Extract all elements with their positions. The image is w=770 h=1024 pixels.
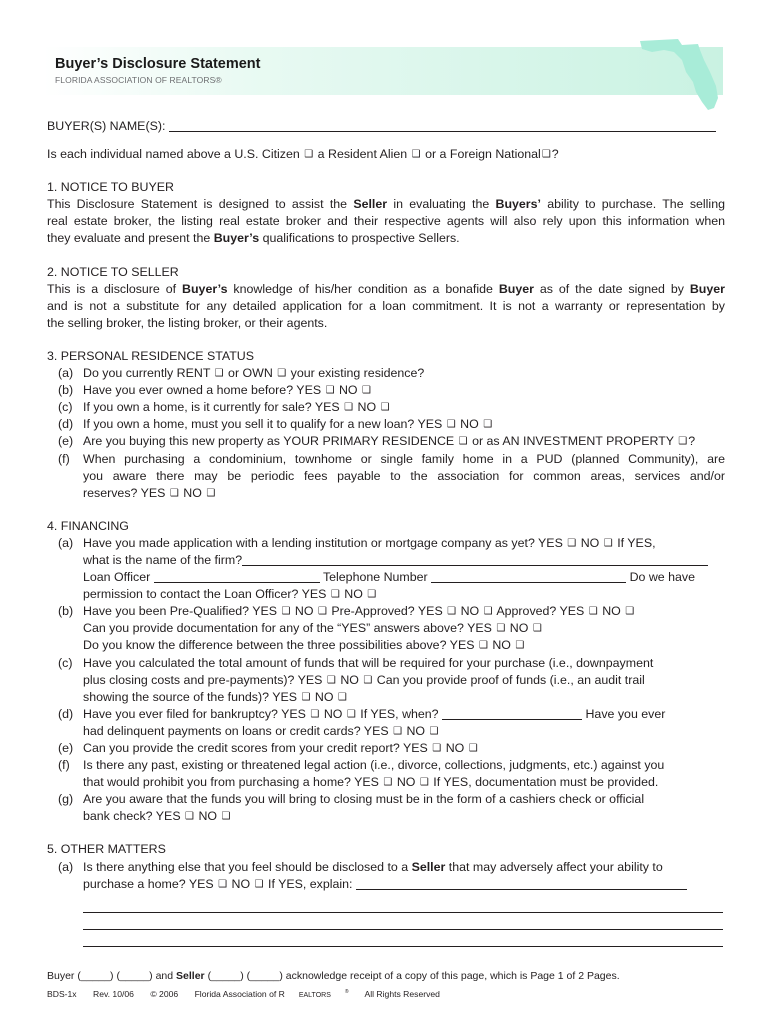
association: Florida Association of R EALTORS ® (194, 989, 349, 999)
q3b: (b) Have you ever owned a home before? YES ❑ NO ❑ (58, 383, 371, 398)
q4g-line-2: bank check? YES ❑ NO ❑ (83, 809, 231, 824)
section-1-line-2: real estate broker, the listing real estate broker and their respective agents will also rely upon this information when (47, 214, 725, 229)
form-title: Buyer’s Disclosure Statement (55, 56, 261, 72)
section-2-line-3: the selling broker, the listing broker, or their agents. (47, 315, 328, 330)
acknowledgement-line: Buyer (_____) (_____) and Seller (_____) (_____) acknowledge receipt of a copy of this page, which is Page 1 of 2 Pages. (47, 970, 620, 982)
q4f-line-2: that would prohibit you from purchasing a home? YES ❑ NO ❑ If YES, documentation must be provided. (83, 775, 659, 790)
q4a: (a) Have you made application with a lending institution or mortgage company as yet? YES ❑ NO ❑ If YES, (58, 535, 656, 550)
section-2-heading: 2. NOTICE TO SELLER (47, 264, 179, 279)
q3d: (d) If you own a home, must you sell it to qualify for a new loan? YES ❑ NO ❑ (58, 417, 493, 432)
q4b-difference: Do you know the difference between the three possibilities above? YES ❑ NO ❑ (83, 638, 525, 653)
loan-officer-field[interactable] (154, 569, 320, 583)
bankruptcy-yes-checkbox[interactable]: ❑ (310, 708, 320, 720)
delinquent-yes-checkbox[interactable]: ❑ (393, 725, 403, 737)
documentation-no-checkbox[interactable]: ❑ (532, 623, 542, 635)
form-id: BDS-1x (47, 989, 77, 999)
legal-yes-checkbox[interactable]: ❑ (383, 777, 393, 789)
q3d-yes-checkbox[interactable]: ❑ (446, 419, 456, 431)
q4d-line-2: had delinquent payments on loans or credit cards? YES ❑ NO ❑ (83, 723, 439, 738)
q4c-line-3: showing the source of the funds)? YES ❑ NO ❑ (83, 689, 347, 704)
approved-no-checkbox[interactable]: ❑ (625, 606, 635, 618)
q3e: (e) Are you buying this new property as YOUR PRIMARY RESIDENCE ❑ or as AN INVESTMENT PROPERTY ❑? (58, 434, 696, 449)
section-5-heading: 5. OTHER MATTERS (47, 842, 166, 857)
buyer-names-row: BUYER(S) NAME(S): (47, 118, 725, 135)
rights: All Rights Reserved (364, 989, 440, 999)
credit-no-checkbox[interactable]: ❑ (468, 743, 478, 754)
proof-yes-checkbox[interactable]: ❑ (301, 691, 311, 703)
section-2-line-2: and is not a substitute for any detailed application for a loan commitment. It is not a warranty or representation by (47, 298, 725, 313)
proof-no-checkbox[interactable]: ❑ (337, 691, 347, 703)
cashiers-yes-checkbox[interactable]: ❑ (185, 811, 195, 823)
difference-no-checkbox[interactable]: ❑ (515, 640, 525, 652)
calculated-no-checkbox[interactable]: ❑ (363, 674, 373, 686)
rent-checkbox[interactable]: ❑ (214, 368, 224, 380)
resident-alien-checkbox[interactable]: ❑ (411, 149, 421, 161)
bankruptcy-date-field[interactable] (442, 706, 582, 720)
explain-line-2[interactable] (83, 913, 723, 930)
documentation-yes-checkbox[interactable]: ❑ (496, 623, 506, 635)
investment-property-checkbox[interactable]: ❑ (678, 436, 688, 448)
explain-field[interactable] (356, 876, 687, 890)
q4d: (d) Have you ever filed for bankruptcy? YES ❑ NO ❑ If YES, when? Have you ever (58, 706, 666, 721)
telephone-field[interactable] (431, 569, 626, 583)
explain-lines (47, 896, 725, 947)
credit-yes-checkbox[interactable]: ❑ (432, 743, 442, 754)
section-2-line-1: This is a disclosure of Buyer’s knowledge of his/her condition as a bonafide Buyer as of the date signed by Buyer (47, 281, 725, 296)
preapproved-yes-checkbox[interactable]: ❑ (447, 606, 457, 618)
difference-yes-checkbox[interactable]: ❑ (478, 640, 488, 652)
permission-yes-checkbox[interactable]: ❑ (330, 589, 340, 601)
calculated-yes-checkbox[interactable]: ❑ (326, 674, 336, 686)
section-1-heading: 1. NOTICE TO BUYER (47, 180, 174, 195)
citizenship-row: Is each individual named above a U.S. Citizen ❑ a Resident Alien ❑ or a Foreign National❑? (47, 147, 559, 162)
q4c: (c) Have you calculated the total amount of funds that will be required for your purchase (i.e., downpayment (58, 655, 654, 670)
section-3-heading: 3. PERSONAL RESIDENCE STATUS (47, 348, 255, 363)
buyer-names-field[interactable] (169, 118, 716, 132)
firm-name-row: what is the name of the firm? (47, 552, 725, 569)
q4g: (g) Are you aware that the funds you will bring to closing must be in the form of a cashiers check or official (58, 792, 645, 807)
q3f: (f) When purchasing a condominium, townhome or single family home in a PUD (planned Community), are you aware there may be periodic fees payable to the association for common areas, services and/or reserves? YES ❑ NO ❑ (58, 451, 725, 500)
q3d-no-checkbox[interactable]: ❑ (483, 419, 493, 431)
delinquent-no-checkbox[interactable]: ❑ (429, 725, 439, 737)
cashiers-no-checkbox[interactable]: ❑ (221, 811, 231, 823)
form-subtitle: FLORIDA ASSOCIATION OF REALTORS® (55, 75, 222, 85)
q3c-no-checkbox[interactable]: ❑ (380, 402, 390, 414)
us-citizen-checkbox[interactable]: ❑ (304, 149, 314, 161)
permission-row: permission to contact the Loan Officer? YES ❑ NO ❑ (83, 587, 377, 602)
approved-yes-checkbox[interactable]: ❑ (588, 606, 598, 618)
legal-no-checkbox[interactable]: ❑ (419, 777, 429, 789)
section-1-line-1: This Disclosure Statement is designed to assist the Seller in evaluating the Buyers’ ability to purchase. The selling (47, 197, 725, 212)
q3b-yes-checkbox[interactable]: ❑ (325, 385, 335, 397)
foreign-national-checkbox[interactable]: ❑ (541, 149, 551, 161)
q4a-no-checkbox[interactable]: ❑ (603, 537, 613, 549)
firm-name-field[interactable] (242, 552, 708, 566)
florida-map-icon (638, 36, 720, 111)
other-no-checkbox[interactable]: ❑ (254, 878, 264, 890)
section-1-line-3: they evaluate and present the Buyer’s qualifications to prospective Sellers. (47, 231, 460, 246)
copyright: © 2006 (150, 989, 179, 999)
q5a: (a) Is there anything else that you feel should be disclosed to a Seller that may adversely affect your ability to (58, 859, 663, 874)
explain-line-3[interactable] (83, 930, 723, 947)
q4b: (b) Have you been Pre-Qualified? YES ❑ NO ❑ Pre-Approved? YES ❑ NO ❑ Approved? YES ❑ NO ❑ (58, 604, 635, 619)
preapproved-no-checkbox[interactable]: ❑ (483, 606, 493, 618)
q3a: (a) Do you currently RENT ❑ or OWN ❑ your existing residence? (58, 366, 425, 381)
q4a-yes-checkbox[interactable]: ❑ (567, 537, 577, 549)
q3c: (c) If you own a home, is it currently for sale? YES ❑ NO ❑ (58, 400, 390, 415)
q3b-no-checkbox[interactable]: ❑ (362, 385, 371, 397)
prequalified-yes-checkbox[interactable]: ❑ (281, 606, 291, 618)
prequalified-no-checkbox[interactable]: ❑ (317, 606, 327, 618)
q3f-no-checkbox[interactable]: ❑ (206, 487, 216, 499)
form-footer (47, 989, 454, 999)
bankruptcy-no-checkbox[interactable]: ❑ (346, 708, 356, 720)
explain-line-1[interactable] (83, 896, 723, 913)
q4f: (f) Is there any past, existing or threatened legal action (i.e., divorce, collections, judgments, etc.) against you (58, 758, 665, 773)
permission-no-checkbox[interactable]: ❑ (367, 589, 377, 601)
q3c-yes-checkbox[interactable]: ❑ (344, 402, 354, 414)
primary-residence-checkbox[interactable]: ❑ (458, 436, 468, 448)
other-yes-checkbox[interactable]: ❑ (218, 878, 228, 890)
q4b-documentation: Can you provide documentation for any of the “YES” answers above? YES ❑ NO ❑ (83, 621, 542, 636)
q3f-yes-checkbox[interactable]: ❑ (169, 487, 179, 499)
loan-officer-row: Loan Officer Telephone Number Do we have (83, 570, 695, 585)
q5a-line-2: purchase a home? YES ❑ NO ❑ If YES, explain: (47, 876, 725, 893)
revision: Rev. 10/06 (93, 989, 134, 999)
q4e: (e) Can you provide the credit scores from your credit report? YES ❑ NO ❑ (58, 741, 478, 755)
own-checkbox[interactable]: ❑ (277, 368, 287, 380)
section-4-heading: 4. FINANCING (47, 518, 129, 533)
q4c-line-2: plus closing costs and pre-payments)? YES ❑ NO ❑ Can you provide proof of funds (i.e., an audit trail (83, 672, 645, 687)
form-body (47, 118, 725, 947)
